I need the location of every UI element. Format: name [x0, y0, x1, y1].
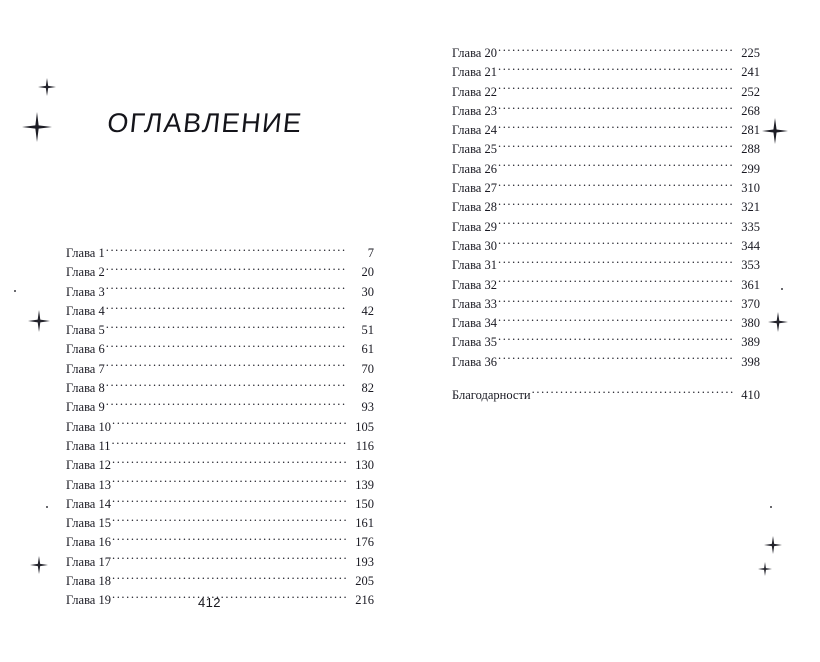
toc-leader-dots	[498, 257, 733, 270]
toc-entry[interactable]	[452, 256, 760, 275]
toc-leader-dots	[498, 83, 733, 96]
toc-entry-page: 398	[741, 354, 760, 369]
toc-entry-label: Благодарности	[452, 388, 531, 403]
toc-entry[interactable]	[66, 244, 374, 263]
toc-entry-label: Глава 16	[66, 535, 111, 550]
toc-leader-dots	[498, 199, 733, 212]
toc-entry-label: Глава 7	[66, 361, 105, 376]
toc-entry[interactable]	[452, 276, 760, 295]
toc-leader-dots	[498, 276, 733, 289]
toc-leader-dots	[498, 141, 733, 154]
toc-entry[interactable]	[66, 360, 374, 379]
toc-entry-label: Глава 13	[66, 477, 111, 492]
toc-entry-label: Глава 9	[66, 400, 105, 415]
toc-entry-page: 20	[361, 265, 374, 280]
toc-leader-dots	[106, 360, 347, 373]
toc-leader-dots	[106, 380, 347, 393]
toc-leader-dots	[112, 437, 347, 450]
toc-leader-dots	[112, 457, 347, 470]
toc-leader-dots	[498, 353, 733, 366]
toc-entry[interactable]	[452, 160, 760, 179]
toc-leader-dots	[498, 64, 733, 77]
toc-leader-dots	[532, 387, 733, 400]
toc-entry[interactable]	[66, 321, 374, 340]
toc-entry-page: 93	[361, 400, 374, 415]
toc-entry[interactable]	[452, 83, 760, 102]
toc-entry-page: 288	[741, 142, 760, 157]
toc-leader-dots	[106, 341, 347, 354]
toc-entry[interactable]	[66, 514, 374, 533]
toc-entry-label: Глава 6	[66, 342, 105, 357]
toc-entry-page: 42	[361, 303, 374, 318]
toc-entry[interactable]	[452, 179, 760, 198]
toc-leader-dots	[498, 102, 733, 115]
page-title: ОГЛАВЛЕНИЕ	[105, 108, 305, 138]
toc-entry[interactable]	[452, 44, 760, 63]
toc-entry-label: Глава 17	[66, 554, 111, 569]
toc-entry-label: Глава 29	[452, 219, 497, 234]
toc-entry[interactable]	[452, 198, 760, 217]
toc-entry-label: Глава 28	[452, 200, 497, 215]
toc-entry-label: Глава 21	[452, 65, 497, 80]
toc-entry-page: 116	[355, 438, 374, 453]
toc-entry-page: 268	[741, 103, 760, 118]
toc-entry-page: 299	[741, 161, 760, 176]
toc-leader-dots	[112, 534, 347, 547]
toc-entry-page: 370	[741, 296, 760, 311]
toc-entry-label: Глава 4	[66, 303, 105, 318]
toc-entry-label: Глава 12	[66, 458, 111, 473]
toc-entry-label: Глава 25	[452, 142, 497, 157]
toc-entry-page: 51	[361, 323, 374, 338]
toc-leader-dots	[112, 573, 347, 586]
toc-leader-dots	[106, 322, 347, 335]
toc-leader-dots	[112, 553, 347, 566]
toc-entry-page: 216	[355, 593, 374, 608]
toc-entry[interactable]	[452, 295, 760, 314]
toc-entry-page: 241	[741, 65, 760, 80]
toc-entry-label: Глава 24	[452, 123, 497, 138]
toc-entry-label: Глава 19	[66, 593, 111, 608]
toc-entry[interactable]	[66, 572, 374, 591]
toc-entry[interactable]	[66, 495, 374, 514]
toc-entry-label: Глава 11	[66, 438, 111, 453]
toc-entry-label: Глава 27	[452, 181, 497, 196]
toc-entry[interactable]	[452, 353, 760, 372]
toc-entry[interactable]	[66, 476, 374, 495]
toc-entry-label: Глава 15	[66, 516, 111, 531]
toc-entry[interactable]	[66, 533, 374, 552]
toc-entry[interactable]	[452, 314, 760, 333]
toc-entry[interactable]	[66, 340, 374, 359]
toc-leader-dots	[106, 302, 347, 315]
toc-entry-page: 139	[355, 477, 374, 492]
toc-entry-page: 410	[741, 388, 760, 403]
toc-entry[interactable]	[66, 398, 374, 417]
toc-entry-page: 321	[741, 200, 760, 215]
toc-entry-page: 380	[741, 316, 760, 331]
toc-entry[interactable]	[452, 333, 760, 352]
toc-entry-page: 161	[355, 516, 374, 531]
toc-entry[interactable]	[66, 437, 374, 456]
toc-leader-dots	[498, 218, 733, 231]
toc-entry[interactable]	[66, 379, 374, 398]
toc-entry-page: 130	[355, 458, 374, 473]
toc-entry-label: Глава 20	[452, 46, 497, 60]
right-page	[410, 0, 820, 662]
toc-entry[interactable]	[452, 63, 760, 82]
toc-entry-page: 205	[355, 574, 374, 589]
toc-entry[interactable]	[66, 283, 374, 302]
toc-leader-dots	[112, 515, 347, 528]
toc-leader-dots	[498, 315, 733, 328]
toc-entry-page: 310	[741, 181, 760, 196]
toc-entry-label: Глава 8	[66, 381, 105, 396]
toc-leader-dots	[498, 45, 733, 58]
toc-entry-label: Глава 30	[452, 238, 497, 253]
toc-entry-page: 30	[361, 284, 374, 299]
toc-entry-label: Глава 35	[452, 335, 497, 350]
toc-entry-label: Глава 26	[452, 161, 497, 176]
toc-entry-page: 225	[741, 46, 760, 60]
toc-entry-page: 335	[741, 219, 760, 234]
toc-entry-page: 105	[355, 419, 374, 434]
toc-entry[interactable]	[66, 456, 374, 475]
toc-entry-label: Глава 18	[66, 574, 111, 589]
toc-entry-label: Глава 3	[66, 284, 105, 299]
toc-entry-label: Глава 14	[66, 496, 111, 511]
toc-entry-page: 353	[741, 258, 760, 273]
toc-leader-dots	[106, 283, 347, 296]
toc-entry-label: Глава 32	[452, 277, 497, 292]
toc-leader-dots	[106, 399, 347, 412]
toc-entry-label: Глава 10	[66, 419, 111, 434]
toc-leader-dots	[498, 122, 733, 135]
toc-entry[interactable]	[452, 386, 760, 405]
toc-entry-label: Глава 22	[452, 84, 497, 99]
toc-leader-dots	[112, 592, 347, 605]
toc-entry[interactable]	[452, 140, 760, 159]
toc-leader-dots	[498, 160, 733, 173]
toc-entry-label: Глава 31	[452, 258, 497, 273]
toc-entry[interactable]	[66, 553, 374, 572]
toc-entry-label: Глава 36	[452, 354, 497, 369]
toc-list-left	[66, 244, 374, 611]
toc-entry[interactable]	[452, 121, 760, 140]
toc-list-right	[452, 44, 760, 405]
toc-leader-dots	[106, 245, 347, 258]
toc-entry-label: Глава 2	[66, 265, 105, 280]
toc-leader-dots	[498, 295, 733, 308]
toc-entry-page: 252	[741, 84, 760, 99]
toc-entry[interactable]	[66, 418, 374, 437]
toc-entry-page: 150	[355, 496, 374, 511]
toc-entry-page: 361	[741, 277, 760, 292]
toc-entry-page: 82	[361, 381, 374, 396]
toc-entry[interactable]	[452, 218, 760, 237]
toc-entry-label: Глава 23	[452, 103, 497, 118]
toc-entry[interactable]	[452, 237, 760, 256]
toc-entry[interactable]	[66, 302, 374, 321]
toc-entry-page: 193	[355, 554, 374, 569]
toc-entry-page: 7	[367, 246, 374, 260]
toc-entry-page: 344	[741, 238, 760, 253]
toc-leader-dots	[112, 495, 347, 508]
toc-entry-page: 281	[741, 123, 760, 138]
toc-leader-dots	[112, 476, 347, 489]
folio-number: 412	[198, 595, 221, 610]
toc-entry-label: Глава 33	[452, 296, 497, 311]
toc-entry[interactable]	[452, 102, 760, 121]
toc-entry-label: Глава 34	[452, 316, 497, 331]
toc-entry-page: 61	[361, 342, 374, 357]
toc-entry-label: Глава 5	[66, 323, 105, 338]
toc-leader-dots	[498, 180, 733, 193]
toc-entry-page: 70	[361, 361, 374, 376]
toc-entry-label: Глава 1	[66, 246, 105, 260]
toc-leader-dots	[498, 334, 733, 347]
toc-entry-page: 176	[355, 535, 374, 550]
toc-leader-dots	[112, 418, 347, 431]
toc-entry-page: 389	[741, 335, 760, 350]
toc-leader-dots	[498, 237, 733, 250]
toc-entry[interactable]	[66, 263, 374, 282]
toc-leader-dots	[106, 264, 347, 277]
